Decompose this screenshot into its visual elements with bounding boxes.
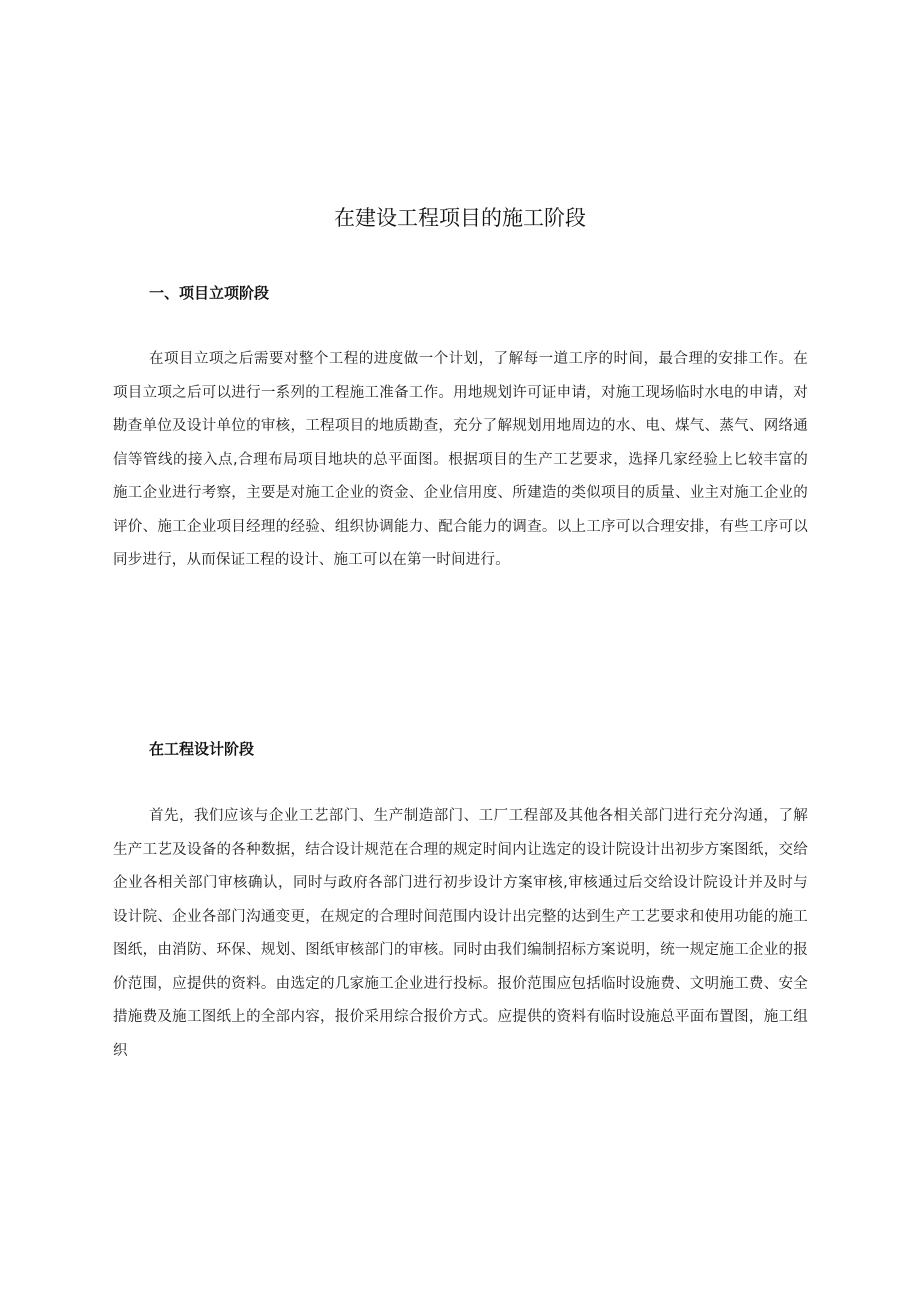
section-paragraph-project-initiation: 在项目立项之后需要对整个工程的进度做一个计划，了解每一道工序的时间，最合理的安排工作。在项目立项之后可以进行一系列的工程施工准备工作。用地规划许可证申请，对施工现场临时水电的申请，对勘查单位及设计单位的审核，工程项目的地质勘查，充分了解规划用地周边的水、电、煤气、蒸气、网络通信等管线的接入点,合理布局项目地块的总平面图。根据项目的生产工艺要求，选择几家经验上匕较丰富的施工企业进行考察，主要是对施工企业的资金、企业信用度、所建造的类似项目的质量、业主对施工企业的评价、施工企业项目经理的经验、组织协调能力、配合能力的调查。以上工序可以合理安排，有些工序可以同步进行，从而保证工程的设计、施工可以在第一时间进行。 bbox=[113, 351, 808, 568]
section-heading-design-stage: 在工程设计阶段 bbox=[149, 740, 255, 758]
section-paragraph-design-stage: 首先，我们应该与企业工艺部门、生产制造部门、工厂工程部及其他各相关部门进行充分沟通，了解生产工艺及设备的各种数据，结合设计规范在合理的规定时间内让选定的设计院设计出初步方案图纸，交给企业各相关部门审核确认，同时与政府各部门进行初步设计方案审核,审核通过后交给设计院设计并及时与设计院、企业各部门沟通变更，在规定的合理时间范围内设计出完整的达到生产工艺要求和使用功能的施工图纸，由消防、环保、规划、图纸审核部门的审核。同时由我们编制招标方案说明，统一规定施工企业的报价范围，应提供的资料。由选定的几家施工企业进行投标。报价范围应包括临时设施费、文明施工费、安全措施费及施工图纸上的全部内容，报价采用综合报价方式。应提供的资料有临时设施总平面布置图，施工组织 bbox=[113, 808, 808, 1059]
document-title: 在建设工程项目的施工阶段 bbox=[334, 206, 586, 230]
section-heading-project-initiation: 一、项目立项阶段 bbox=[149, 284, 270, 302]
